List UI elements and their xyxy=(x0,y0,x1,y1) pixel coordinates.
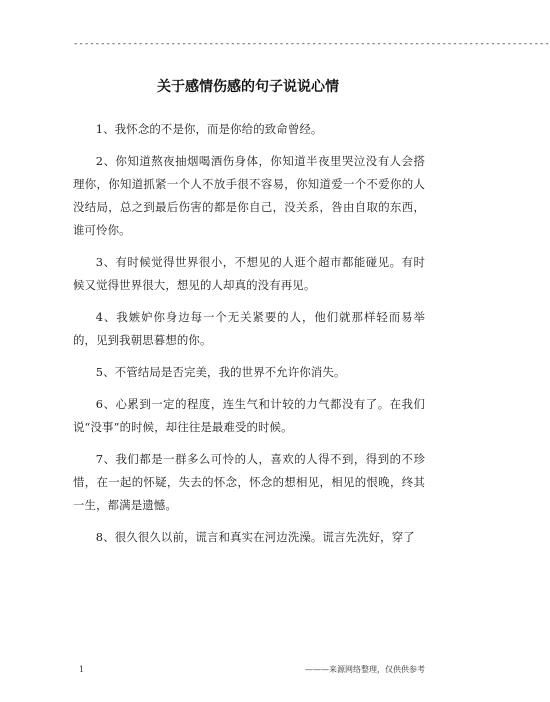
paragraph-3: 3、有时候觉得世界很小，不想见的人逛个超市都能碰见。有时候又觉得世界很大，想见的人却真的没有再见。 xyxy=(73,255,425,292)
document-body xyxy=(73,118,425,558)
page-footer xyxy=(73,663,425,677)
paragraph-2: 2、你知道熬夜抽烟喝酒伤身体，你知道半夜里哭泣没有人会搭理你，你知道抓紧一个人不放手很不容易，你知道爱一个不爱你的人没结局，总之到最后伤害的都是你自己，没关系，咎由自取的东西，谁可怜你。 xyxy=(73,154,425,237)
footer-source-note: ———来源网络整理，仅供供参考 xyxy=(305,665,425,674)
page-number: 1 xyxy=(79,665,85,674)
paragraph-4: 4、我嫉妒你身边每一个无关紧要的人，他们就那样轻而易举的，见到我朝思暮想的你。 xyxy=(73,310,425,347)
paragraph-8: 8、很久很久以前，谎言和真实在河边洗澡。谎言先洗好，穿了 xyxy=(95,530,415,544)
header-dashed-rule: ---------------------------------------------------------------------------------------- xyxy=(73,39,550,49)
paragraph-5: 5、不管结局是否完美，我的世界不允许你消失。 xyxy=(95,365,346,379)
paragraph-7: 7、我们都是一群多么可怜的人，喜欢的人得不到，得到的不珍惜，在一起的怀疑，失去的怀念，怀念的想相见，相见的恨晚，终其一生，都满是遗憾。 xyxy=(73,452,425,512)
paragraph-6: 6、心累到一定的程度，连生气和计较的力气都没有了。在我们说“没事”的时候，却往往是最难受的时候。 xyxy=(73,397,425,434)
document-title: 关于感情伤感的句子说说心情 xyxy=(157,79,339,95)
paragraph-1: 1、我怀念的不是你，而是你给的致命曾经。 xyxy=(95,122,323,136)
